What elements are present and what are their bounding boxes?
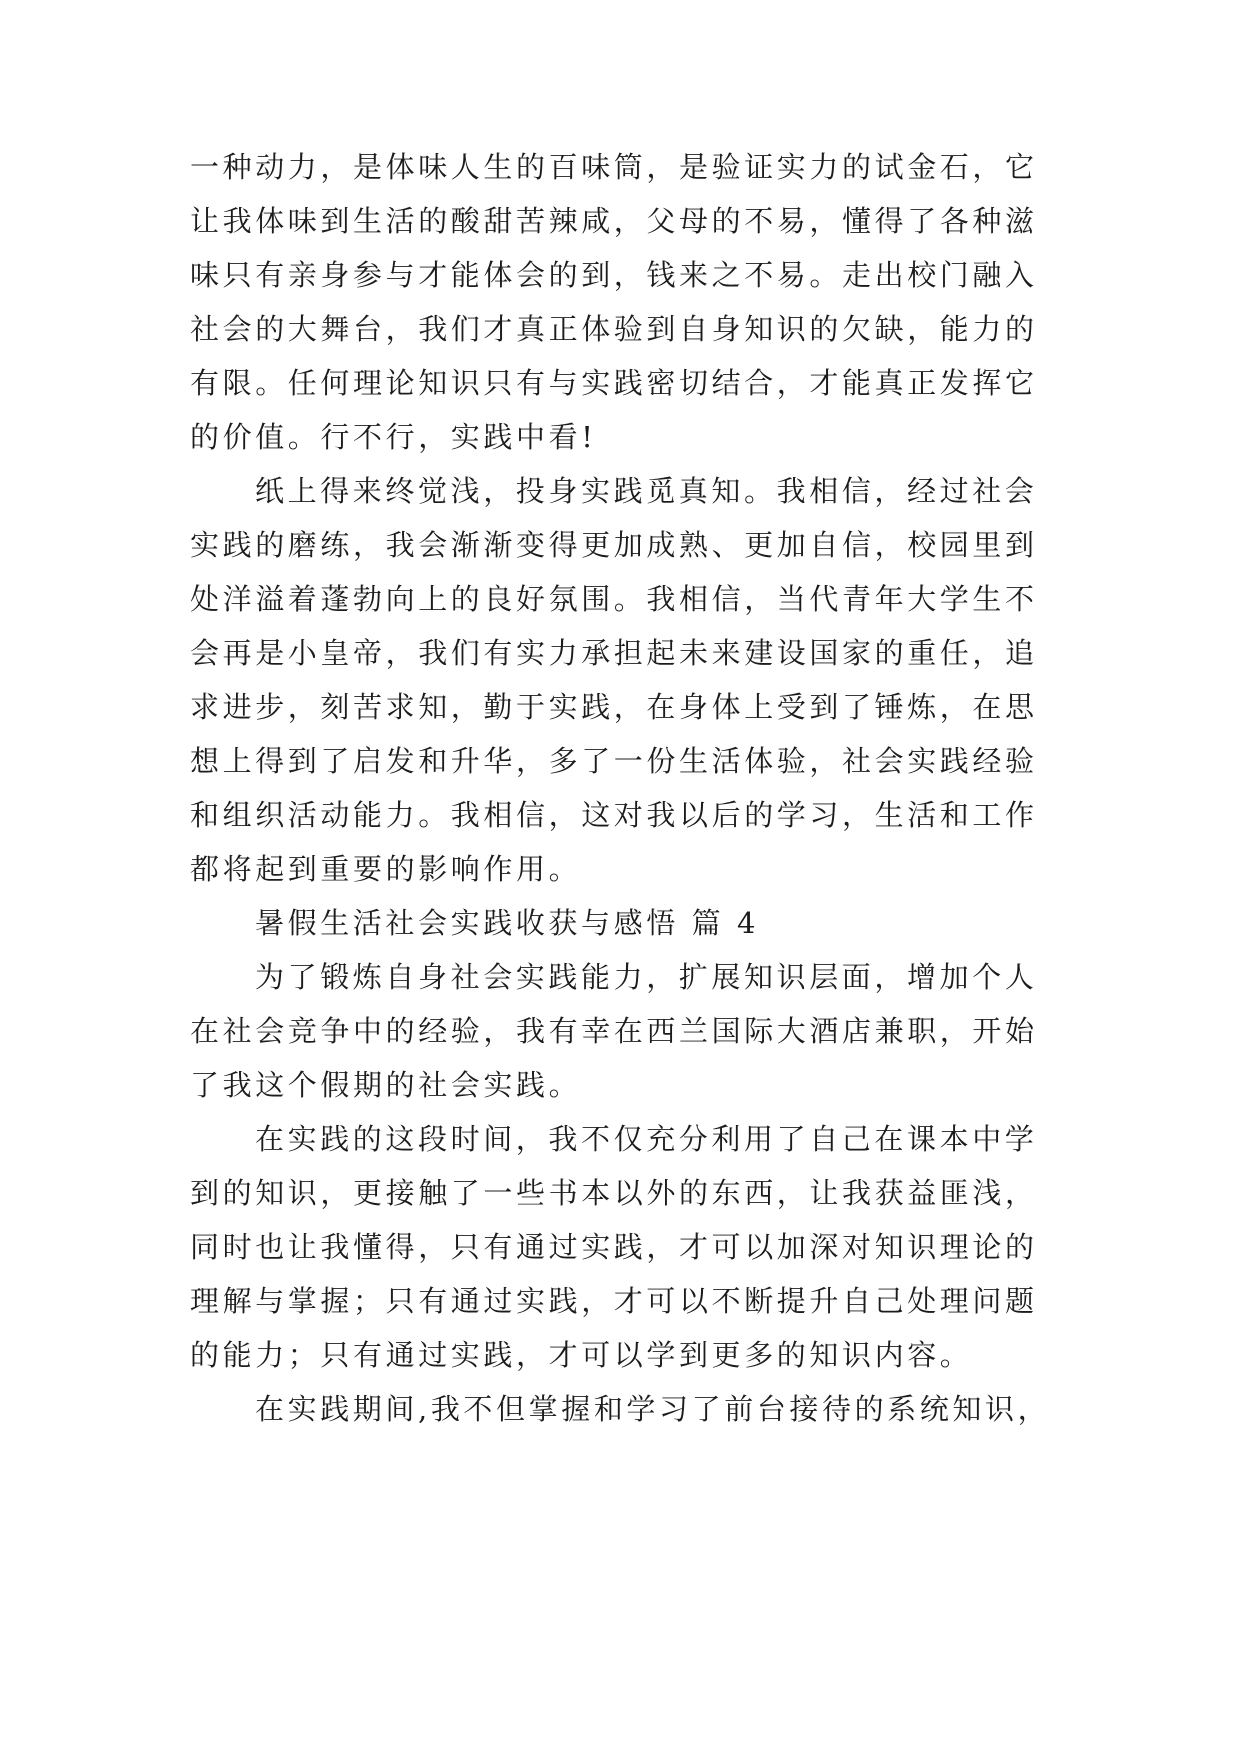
paragraph-first-line: 在实践期间,我不但掌握和学习了前台接待的系统知识， xyxy=(255,1392,1050,1426)
paragraph-first-line: 在实践的这段时间，我不仅充分利用了自己在课本中学 xyxy=(255,1122,1038,1156)
text-line: 求进步，刻苦求知，勤于实践，在身体上受到了锤炼，在思 xyxy=(190,690,1038,724)
text-line: 会再是小皇帝，我们有实力承担起未来建设国家的重任，追 xyxy=(190,636,1038,670)
text-line: 的价值。行不行，实践中看! xyxy=(190,420,597,454)
text-line: 理解与掌握；只有通过实践，才可以不断提升自己处理问题 xyxy=(190,1284,1038,1318)
text-line: 想上得到了启发和升华，多了一份生活体验，社会实践经验 xyxy=(190,744,1038,778)
text-line: 在社会竞争中的经验，我有幸在西兰国际大酒店兼职，开始 xyxy=(190,1014,1038,1048)
text-line: 一种动力，是体味人生的百味筒，是验证实力的试金石，它 xyxy=(190,150,1038,184)
text-line: 同时也让我懂得，只有通过实践，才可以加深对知识理论的 xyxy=(190,1230,1038,1264)
paragraph-first-line: 为了锻炼自身社会实践能力，扩展知识层面，增加个人 xyxy=(255,960,1038,994)
text-line: 和组织活动能力。我相信，这对我以后的学习，生活和工作 xyxy=(190,798,1038,832)
text-line: 了我这个假期的社会实践。 xyxy=(190,1068,582,1102)
paragraph-first-line: 纸上得来终觉浅，投身实践觅真知。我相信，经过社会 xyxy=(255,474,1038,508)
text-line: 的能力；只有通过实践，才可以学到更多的知识内容。 xyxy=(190,1338,973,1372)
text-line: 处洋溢着蓬勃向上的良好氛围。我相信，当代青年大学生不 xyxy=(190,582,1038,616)
text-line: 社会的大舞台，我们才真正体验到自身知识的欠缺，能力的 xyxy=(190,312,1038,346)
text-line: 味只有亲身参与才能体会的到，钱来之不易。走出校门融入 xyxy=(190,258,1038,292)
section-heading: 暑假生活社会实践收获与感悟 篇 4 xyxy=(255,906,760,940)
text-line: 让我体味到生活的酸甜苦辣咸，父母的不易，懂得了各种滋 xyxy=(190,204,1038,238)
text-line: 到的知识，更接触了一些书本以外的东西，让我获益匪浅， xyxy=(190,1176,1038,1210)
text-line: 都将起到重要的影响作用。 xyxy=(190,852,582,886)
text-line: 实践的磨练，我会渐渐变得更加成熟、更加自信，校园里到 xyxy=(190,528,1038,562)
text-line: 有限。任何理论知识只有与实践密切结合，才能真正发挥它 xyxy=(190,366,1038,400)
